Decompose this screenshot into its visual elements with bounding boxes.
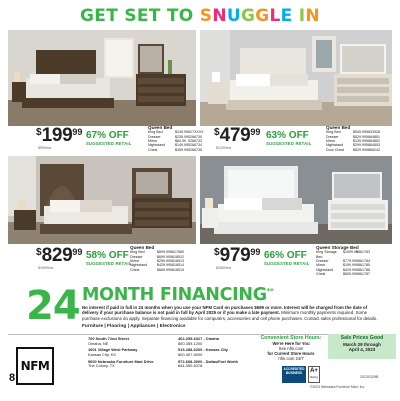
store-address [88,348,154,357]
product-item-row [130,268,184,272]
product-4-title: Queen Storage Bed [316,245,359,250]
headline-part1: GET SET TO [80,6,200,26]
page-number: 8 [9,372,16,384]
item-price: $249.99 [175,130,188,135]
item-code: 5266734 [188,143,202,148]
item-price: $429.99 [343,267,356,272]
item-name: Dresser [130,254,143,259]
item-price: $299.99 [353,143,366,148]
store-city: Omaha, NE [88,340,109,346]
item-name: Mirror [326,139,336,143]
product-1-discount: 67% OFF SUGGESTED RETAIL [86,130,132,146]
item-price: $699.99 [157,254,170,259]
sale-dates-line: March 29 through [343,341,381,347]
product-item-row [148,148,204,152]
item-code: 5864853 [366,143,380,148]
item-code: 5818514 [170,263,184,268]
store-city: The Colony, TX [88,363,115,369]
store-hours-note [258,335,324,361]
headline-letter: G [255,6,270,26]
item-price: $779.99 [343,259,356,263]
store-phones [178,337,238,371]
store-phone[interactable] [178,360,238,369]
item-code: 5861786 [356,267,370,272]
store-address [88,337,154,346]
item-name: Mirror [130,259,140,263]
store-street: 700 South 72nd Street [88,336,129,341]
store-phone[interactable] [178,348,238,357]
item-code: 5818515 [170,267,184,272]
store-hours-line: See nfm.com [278,346,304,352]
item-name: Chest [130,267,140,272]
item-code: 5864851 [366,134,380,139]
item-code: 5864852 [366,139,380,143]
copyright: ©2023 Nebraska Furniture Mart, Inc. [310,385,366,389]
item-name: Chest [148,147,158,152]
product-photo-4 [200,156,392,244]
product-2-title: Queen Bed [326,125,351,130]
store-phone-tollfree[interactable]: 844-350-6378 [178,363,203,369]
item-name: Nightstand [326,143,344,148]
item-name: Nightstand [148,143,166,148]
item-price: $359.99 [175,147,188,152]
item-code: 5818512 [170,254,184,259]
item-name: Nightstand [316,267,334,272]
product-1-price: $^{\$}199^{99}$ [36,125,83,146]
item-code: 5266735 [188,147,202,152]
item-name: Nightstand [130,263,148,268]
product-photo-1 [8,30,196,126]
headline-letter: L [269,6,281,26]
item-price: $429.99 [157,263,170,268]
item-code: 5861785 [356,263,370,268]
item-code: 5861784 [356,259,370,263]
store-addresses [88,337,154,371]
item-name: Dresser [316,259,329,263]
headline-letter: N [305,6,320,26]
item-code: 5266733 [188,139,202,143]
store-hours-line: nfm.com 24/7 [278,356,304,362]
product-2-discount: 63% OFF SUGGESTED RETAIL [266,130,312,146]
item-name: Door Chest [326,147,345,152]
item-name: Mirror [316,263,326,268]
page-headline [0,6,400,26]
product-photo-2 [200,30,392,126]
item-name: King Bed [148,130,163,135]
store-hours-title: Convenient Store Hours: [260,335,322,341]
product-2-item-list [326,125,380,152]
headline-part2 [200,6,320,26]
item-price: $899.99 [157,250,170,255]
sale-dates-box [328,334,396,359]
nfm-logo: NFM [16,347,54,385]
financing-months: 24 [26,283,80,329]
item-price: $239.99 [175,134,188,139]
item-code: 5266730 [188,134,202,139]
item-name: Dresser [326,134,339,139]
item-code: 627XXXX [188,130,204,135]
item-price: $699.99 [343,271,356,276]
store-hours-line: We're Here for You [272,341,310,346]
product-3-regular: $1999/ea [38,266,53,270]
headline-letter: U [226,6,241,26]
product-item-row [326,148,380,152]
store-phone-primary[interactable]: 972-668-3000 - Dallas/Fort Worth [178,358,239,364]
item-price: $529.99 [353,134,366,139]
headline-letter: E [280,6,293,26]
ad-code: 20230329B [360,375,379,379]
store-phone[interactable] [178,337,238,346]
product-4-price: $^{\$}979^{99}$ [214,245,261,266]
item-code: 5866242 [366,147,380,152]
item-price: $669.99 [157,267,170,272]
store-address [88,360,154,369]
item-price: $1099.99 [343,250,358,255]
headline-letter: I [298,6,306,26]
item-price: $829.99 [353,147,366,152]
bbb-rating-badge: A+ Rating [308,366,320,383]
product-4-item-list [316,245,370,276]
item-code: 5833928 [366,130,380,135]
item-code: 5861783 [356,250,370,255]
product-1-item-list [148,125,204,152]
item-name: King Storage Bed [316,250,337,259]
product-2-regular: $1299/ea [216,146,231,150]
store-street: 1601 Village West Parkway [88,347,138,353]
product-1-regular: $599/ea [38,146,51,150]
product-item-row [316,272,370,276]
financing-terms: No interest if paid in full in 24 months when you use your NFM Card on purchases $699 or more. Interest will be charged from the date of delivery if your purchase balance is not paid in full by April 2025 or if you make a late payment. Minimum monthly payments required. Some purchase exclusions do apply. Separate financing available for computers, accessories and cell phone purchases. Contact sales professional for details. [82,305,378,321]
bbb-accredited-badge: ACCREDITED BUSINESS [282,366,306,383]
store-phone-tollfree[interactable]: 800-407-5000 [178,351,203,357]
product-item-row [316,250,370,259]
item-price: $84.99 [175,139,186,143]
financing-categories: Furniture | Flooring | Appliances | Electronics [82,324,186,329]
item-name: Chest [316,271,326,276]
item-price: $199.99 [343,263,356,268]
store-phone-primary[interactable]: 402-255-6327 - Omaha [178,336,219,341]
item-code: 5861787 [356,271,370,276]
product-1-title: Queen Bed [148,125,173,130]
product-4-discount: 66% OFF SUGGESTED RETAIL [264,250,310,266]
item-name: King Bed [326,130,341,135]
headline-letter: S [199,6,213,26]
item-code: 5817680 [170,250,184,255]
product-3-discount: 58% OFF SUGGESTED RETAIL [86,250,132,266]
item-price: $259.99 [157,259,170,263]
product-3-item-list [130,245,184,272]
item-code: 5818513 [170,259,184,263]
store-street: 5600 Nebraska Furniture Mart Drive [88,358,154,364]
financing-heading: MONTH FINANCING** [82,285,274,305]
item-price: $139.99 [353,139,366,143]
store-city: Kansas City, KS [88,351,116,357]
item-name: Dresser [148,134,161,139]
product-4-regular: $2899/ea [216,266,231,270]
product-3-price: $^{\$}829^{99}$ [36,245,83,266]
product-photo-3 [8,156,196,244]
item-price: $149.99 [175,143,188,148]
item-name: King Bed [130,250,145,255]
headline-letter: G [240,6,256,26]
store-hours-line: for Current Store Hours [267,351,315,357]
product-3-title: Queen Bed [130,245,155,250]
product-2-price: $^{\$}479^{99}$ [214,125,261,146]
item-name: Mirror [148,139,158,143]
sale-dates-title: Sale Prices Good [340,335,384,341]
store-phone-primary[interactable]: 913-288-6200 - Kansas City [178,347,228,353]
store-phone-tollfree[interactable]: 800-359-1200 [178,340,203,346]
headline-letter: N [212,6,227,26]
sale-dates-line: April 4, 2023 [348,347,376,353]
item-price: $549.99 [353,130,366,135]
